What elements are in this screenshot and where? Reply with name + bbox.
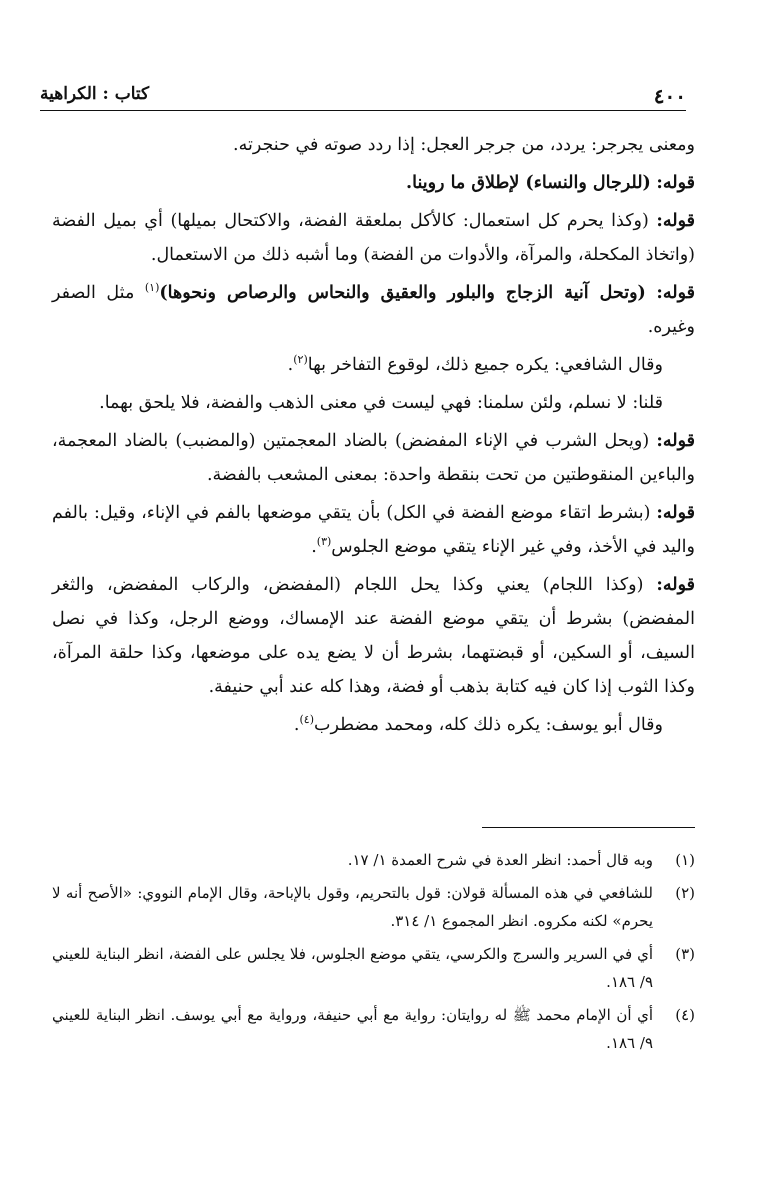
paragraph-text: (وكذا يحرم كل استعمال: كالأكل بملعقة الفضة، والاكتحال بميلها) أي بميل الفضة (واتخاذ المكحلة، والمرآة، والأدوات من الفضة) وما أشبه ذلك من الاستعمال. xyxy=(52,211,695,265)
paragraph-text: (وتحل آنية الزجاج والبلور والعقيق والنحاس والرصاص ونحوها) xyxy=(159,283,646,303)
page-number: ٤٠٠ xyxy=(644,84,686,108)
footnote-4 xyxy=(52,1001,695,1057)
footnote-1 xyxy=(52,846,695,874)
footnote-text: أي أن الإمام محمد ﷺ له روايتان: رواية مع أبي حنيفة، ورواية مع أبي يوسف. انظر البناية للعيني ٩/ ١٨٦. xyxy=(52,1006,653,1052)
paragraph-jarjara xyxy=(52,128,695,162)
qawluh-label: قوله: xyxy=(656,431,695,451)
footnote-number: (٤) xyxy=(675,1006,695,1024)
paragraph-condition xyxy=(52,496,695,564)
paragraph-silvered-vessel xyxy=(52,424,695,492)
qawluh-label: قوله: xyxy=(656,575,695,595)
paragraph-text: قلنا: لا نسلم، ولئن سلمنا: فهي ليست في معنى الذهب والفضة، فلا يلحق بهما. xyxy=(99,393,663,413)
paragraph-text-after: . xyxy=(293,715,300,735)
footnote-text: وبه قال أحمد: انظر العدة في شرح العمدة ١/ ١٧. xyxy=(347,851,653,869)
paragraph-reply xyxy=(52,386,695,420)
paragraph-men-women xyxy=(52,166,695,200)
paragraph-text: وقال الشافعي: يكره جميع ذلك، لوقوع التفاخر بها xyxy=(307,355,663,375)
qawluh-label: قوله: xyxy=(656,503,695,523)
footnotes xyxy=(52,846,695,1062)
paragraph-glass-vessels xyxy=(52,276,695,344)
footnote-marker: (٢) xyxy=(293,353,308,367)
qawluh-label: قوله: xyxy=(656,211,695,231)
qawluh-label: قوله: xyxy=(656,173,695,193)
paragraph-text-after: . xyxy=(287,355,294,375)
paragraph-shafii xyxy=(52,348,695,382)
footnote-marker: (٣) xyxy=(316,535,332,549)
paragraph-text: وقال أبو يوسف: يكره ذلك كله، ومحمد مضطرب xyxy=(313,715,663,735)
paragraph-abu-yusuf xyxy=(52,708,695,742)
footnote-number: (٢) xyxy=(675,884,695,902)
footnote-number: (١) xyxy=(675,851,695,869)
footnote-text: للشافعي في هذه المسألة قولان: قول بالتحريم، وقول بالإباحة، وقال الإمام النووي: «الأصح أنه لا يحرم» لكنه مكروه. انظر المجموع ١/ ٣١٤. xyxy=(52,884,653,930)
paragraph-text-after: . xyxy=(311,537,317,557)
running-head: كتاب : الكراهية xyxy=(40,84,159,104)
footnote-divider xyxy=(482,827,695,828)
footnote-3 xyxy=(52,940,695,996)
paragraph-bridle xyxy=(52,568,695,704)
paragraph-text: (للرجال والنساء) لإطلاق ما روينا. xyxy=(406,173,651,193)
paragraph-text: (وكذا اللجام) يعني وكذا يحل اللجام (المفضض، والركاب المفضض، والثغر المفضض) بشرط أن يتقي موضع الفضة عند الإمساك، ووضع الرجل، وكذا في نصل السيف، أو السكين، أو قبضتهما، بشرط أن لا يضع يده على موضعها، وكذا حلقة المرآة، وكذا الثوب إذا كان فيه كتابة بذهب أو فضة، وهذا كله عند أبي حنيفة. xyxy=(52,575,695,697)
footnote-marker: (١) xyxy=(144,281,160,295)
qawluh-label: قوله: xyxy=(656,283,695,303)
footnote-2 xyxy=(52,879,695,935)
footnote-number: (٣) xyxy=(675,945,695,963)
main-text xyxy=(52,128,695,746)
paragraph-text: (ويحل الشرب في الإناء المفضض) بالضاد المعجمتين (والمضبب) بالضاد المعجمة، والباءين المنقوطتين من تحت بنقطة واحدة: بمعنى المشعب بالفضة. xyxy=(52,431,695,485)
footnote-text: أي في السرير والسرج والكرسي، يتقي موضع الجلوس، فلا يجلس على الفضة، انظر البناية للعيني ٩/ ١٨٦. xyxy=(52,945,653,991)
paragraph-text: ومعنى يجرجر: يردد، من جرجر العجل: إذا ردد صوته في حنجرته. xyxy=(233,135,695,155)
paragraph-text: (بشرط اتقاء موضع الفضة في الكل) بأن يتقي موضعها بالفم في الإناء، وقيل: بالفم واليد في الأخذ، وفي غير الإناء يتقي موضع الجلوس xyxy=(52,503,695,557)
paragraph-text-after: مثل الصفر وغيره. xyxy=(52,283,695,337)
page-header xyxy=(40,86,686,111)
footnote-marker: (٤) xyxy=(299,713,314,727)
paragraph-silver-use xyxy=(52,204,695,272)
